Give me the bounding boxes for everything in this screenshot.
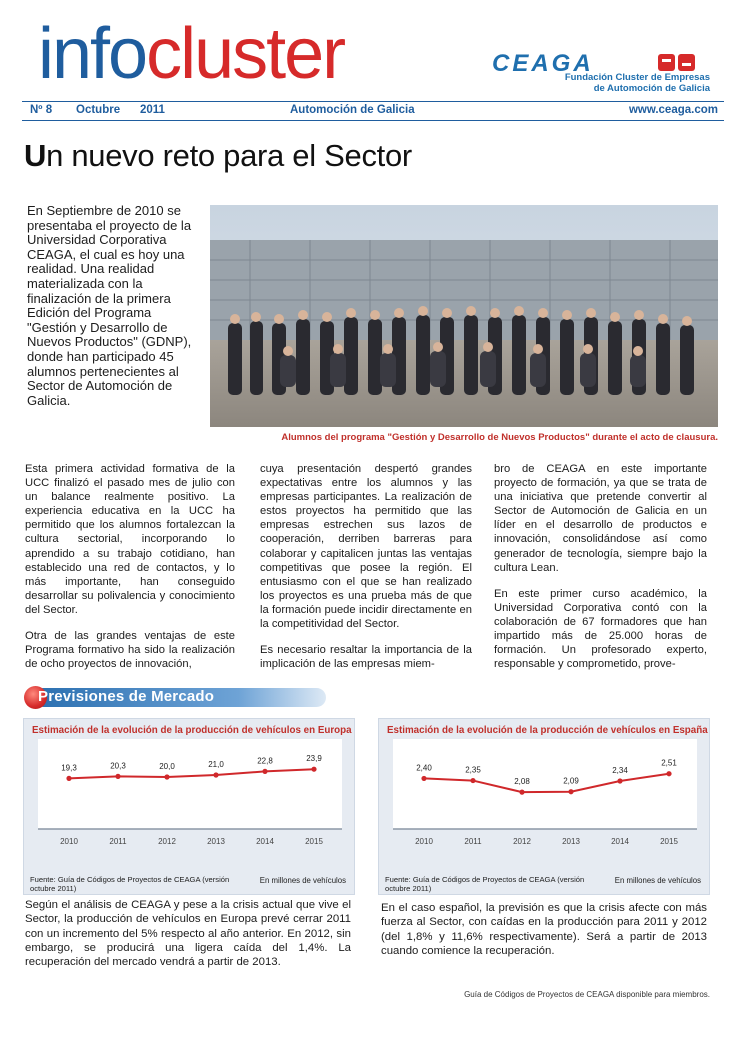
data-point: [213, 772, 218, 777]
chart-title: Estimación de la evolución de la producción de vehículos en Europa: [32, 725, 352, 736]
chart-europe: [23, 718, 355, 895]
paragraph: cuya presentación despertó grandes expectativas entre los alumnos y las empresas participantes. La realización de estos proyectos ha permitido que las empresas estrechen sus lazos de cooperación, derriben barreras para colaborar y capitalicen juntas las ventajas competitivas que posee la región. El entusiasmo con el que se han realizado los proyectos es una prueba más de que la formación puede incidir directamente en la competitividad del Sector.: [260, 463, 472, 631]
issue-month: Octubre: [76, 104, 121, 116]
chart-source: Fuente: Guía de Códigos de Proyectos de CEAGA (versión octubre 2011): [30, 875, 230, 893]
section-title: [38, 688, 214, 705]
website-link[interactable]: www.ceaga.com: [628, 104, 718, 116]
headline-rest: n nuevo reto para el Sector: [46, 138, 412, 173]
data-label: 2,51: [661, 758, 677, 768]
x-tick-label: 2012: [513, 837, 531, 846]
issue-bar: [22, 101, 724, 121]
article-headline: [24, 138, 412, 174]
issue-number: Nº 8: [30, 104, 53, 116]
ceaga-subtitle-line2: de Automoción de Galicia: [593, 83, 710, 94]
data-label: 2,34: [612, 766, 628, 775]
plot-area: [38, 739, 342, 829]
data-point: [568, 789, 573, 794]
data-label: 2,09: [563, 776, 579, 786]
brand-cluster: cluster: [146, 14, 345, 94]
spain-analysis-text: En el caso español, la previsión es que la crisis afecte con más fuerza al Sector, con caídas en la producción para 2011 y 2012 (del 1,8% y 11,6% respectivamente). Será a partir de 2013 cuando comience la recuperación.: [381, 902, 707, 957]
europe-analysis-text: Según el análisis de CEAGA y pese a la crisis actual que vive el Sector, la producción de vehículos en Europa prevé cerrar 2011 con un incremento del 5% respecto al año anterior. En 2012, sin embargo, se producirá una ligera caída del 1,4%. La recuperación del mercado vendrá a partir de 2013.: [25, 899, 351, 969]
headline-initial: U: [24, 138, 47, 173]
issue-year: 2011: [140, 104, 165, 116]
chart-unit: En millones de vehículos: [614, 876, 701, 885]
section-title-initial: P: [38, 688, 49, 705]
footer-note: Guía de Códigos de Proyectos de CEAGA disponible para miembros.: [464, 990, 710, 999]
chart-unit: En millones de vehículos: [259, 876, 346, 885]
body-column-3: [494, 462, 707, 683]
ceaga-subtitle-line1: Fundación Cluster de Empresas: [564, 72, 710, 83]
x-tick-label: 2011: [109, 837, 127, 846]
data-point: [164, 774, 169, 779]
data-point: [519, 790, 524, 795]
x-tick-label: 2013: [562, 837, 580, 846]
paragraph: Otra de las grandes ventajas de este Programa formativo ha sido la realización de ocho proyectos de innovación,: [25, 630, 235, 671]
chart-title: Estimación de la evolución de la producción de vehículos en España: [387, 725, 708, 736]
ceaga-logo-mark: [658, 54, 695, 71]
body-column-1: [25, 462, 235, 683]
brand-title: [38, 14, 345, 94]
data-point: [421, 776, 426, 781]
ceaga-logo-text: CEAGA: [492, 50, 594, 77]
data-point: [115, 774, 120, 779]
data-label: 23,9: [306, 754, 322, 764]
data-label: 2,40: [416, 763, 432, 773]
data-label: 21,0: [208, 760, 224, 769]
x-tick-label: 2012: [158, 837, 176, 846]
data-point: [617, 778, 622, 783]
plot-area: [393, 739, 697, 829]
paragraph: Esta primera actividad formativa de la UCC finalizó el pasado mes de julio con un balance realmente positivo. La experiencia educativa en la UCC ha permitido que los alumnos fortalezcan la cultura sectorial, incorporando lo aprendido a su trabajo cotidiano, han establecido una red de contactos, y lo más importante, han conseguido desarrollar su polivalencia y conocimiento del Sector.: [25, 463, 235, 616]
brand-info: info: [38, 14, 147, 94]
data-label: 22,8: [257, 756, 273, 766]
data-label: 20,0: [159, 762, 175, 771]
x-tick-label: 2014: [611, 837, 629, 846]
x-tick-label: 2014: [256, 837, 274, 846]
data-point: [666, 771, 671, 776]
section-banner: [24, 686, 326, 708]
data-point: [311, 767, 316, 772]
chart-europe-svg: [24, 719, 354, 894]
section-title-rest: revisiones de Mercado: [48, 688, 215, 705]
paragraph: En este primer curso académico, la Universidad Corporativa contó con la colaboración de 67 formadores que han impartido más de 25.000 horas de formación. Un profesorado experto, responsable y comprometido, prove-: [494, 587, 707, 671]
chart-spain-svg: [379, 719, 709, 894]
x-tick-label: 2015: [305, 837, 323, 846]
data-label: 19,3: [61, 763, 77, 773]
x-tick-label: 2010: [415, 837, 433, 846]
paragraph: bro de CEAGA en este importante proyecto de formación, ya que se trata de una iniciativa que pretende convertir al Sector de Automoción de Galicia en un líder en el desarrollo de productos e innovación, consolidándose así como generador de tecnología, siempre bajo la cultura Lean.: [494, 463, 707, 574]
group-photo: [210, 205, 718, 427]
paragraph: Es necesario resaltar la importancia de la implicación de las empresas miem-: [260, 644, 472, 671]
chart-spain: [378, 718, 710, 895]
chart-source: Fuente: Guía de Códigos de Proyectos de CEAGA (versión octubre 2011): [385, 875, 585, 893]
ceaga-subtitle: [560, 72, 710, 94]
data-label: 2,08: [514, 777, 530, 787]
data-point: [470, 778, 475, 783]
photo-caption: Alumnos del programa "Gestión y Desarrollo de Nuevos Productos" durante el acto de clausura.: [281, 432, 718, 443]
x-tick-label: 2013: [207, 837, 225, 846]
x-tick-label: 2011: [464, 837, 482, 846]
data-label: 20,3: [110, 761, 126, 771]
data-point: [66, 776, 71, 781]
data-point: [262, 769, 267, 774]
issue-section: Automoción de Galicia: [290, 104, 415, 116]
body-column-2: [260, 462, 472, 683]
x-tick-label: 2015: [660, 837, 678, 846]
data-label: 2,35: [465, 765, 481, 775]
x-tick-label: 2010: [60, 837, 78, 846]
article-intro: En Septiembre de 2010 se presentaba el proyecto de la Universidad Corporativa CEAGA, el cual es hoy una realidad. Una realidad materializada con la finalización de la primera Edición del Programa "Gestión y Desarrollo de Nuevos Productos" (GDNP), donde han participado 45 alumnos pertenecientes al Sector de Automoción de Galicia.: [27, 203, 192, 408]
